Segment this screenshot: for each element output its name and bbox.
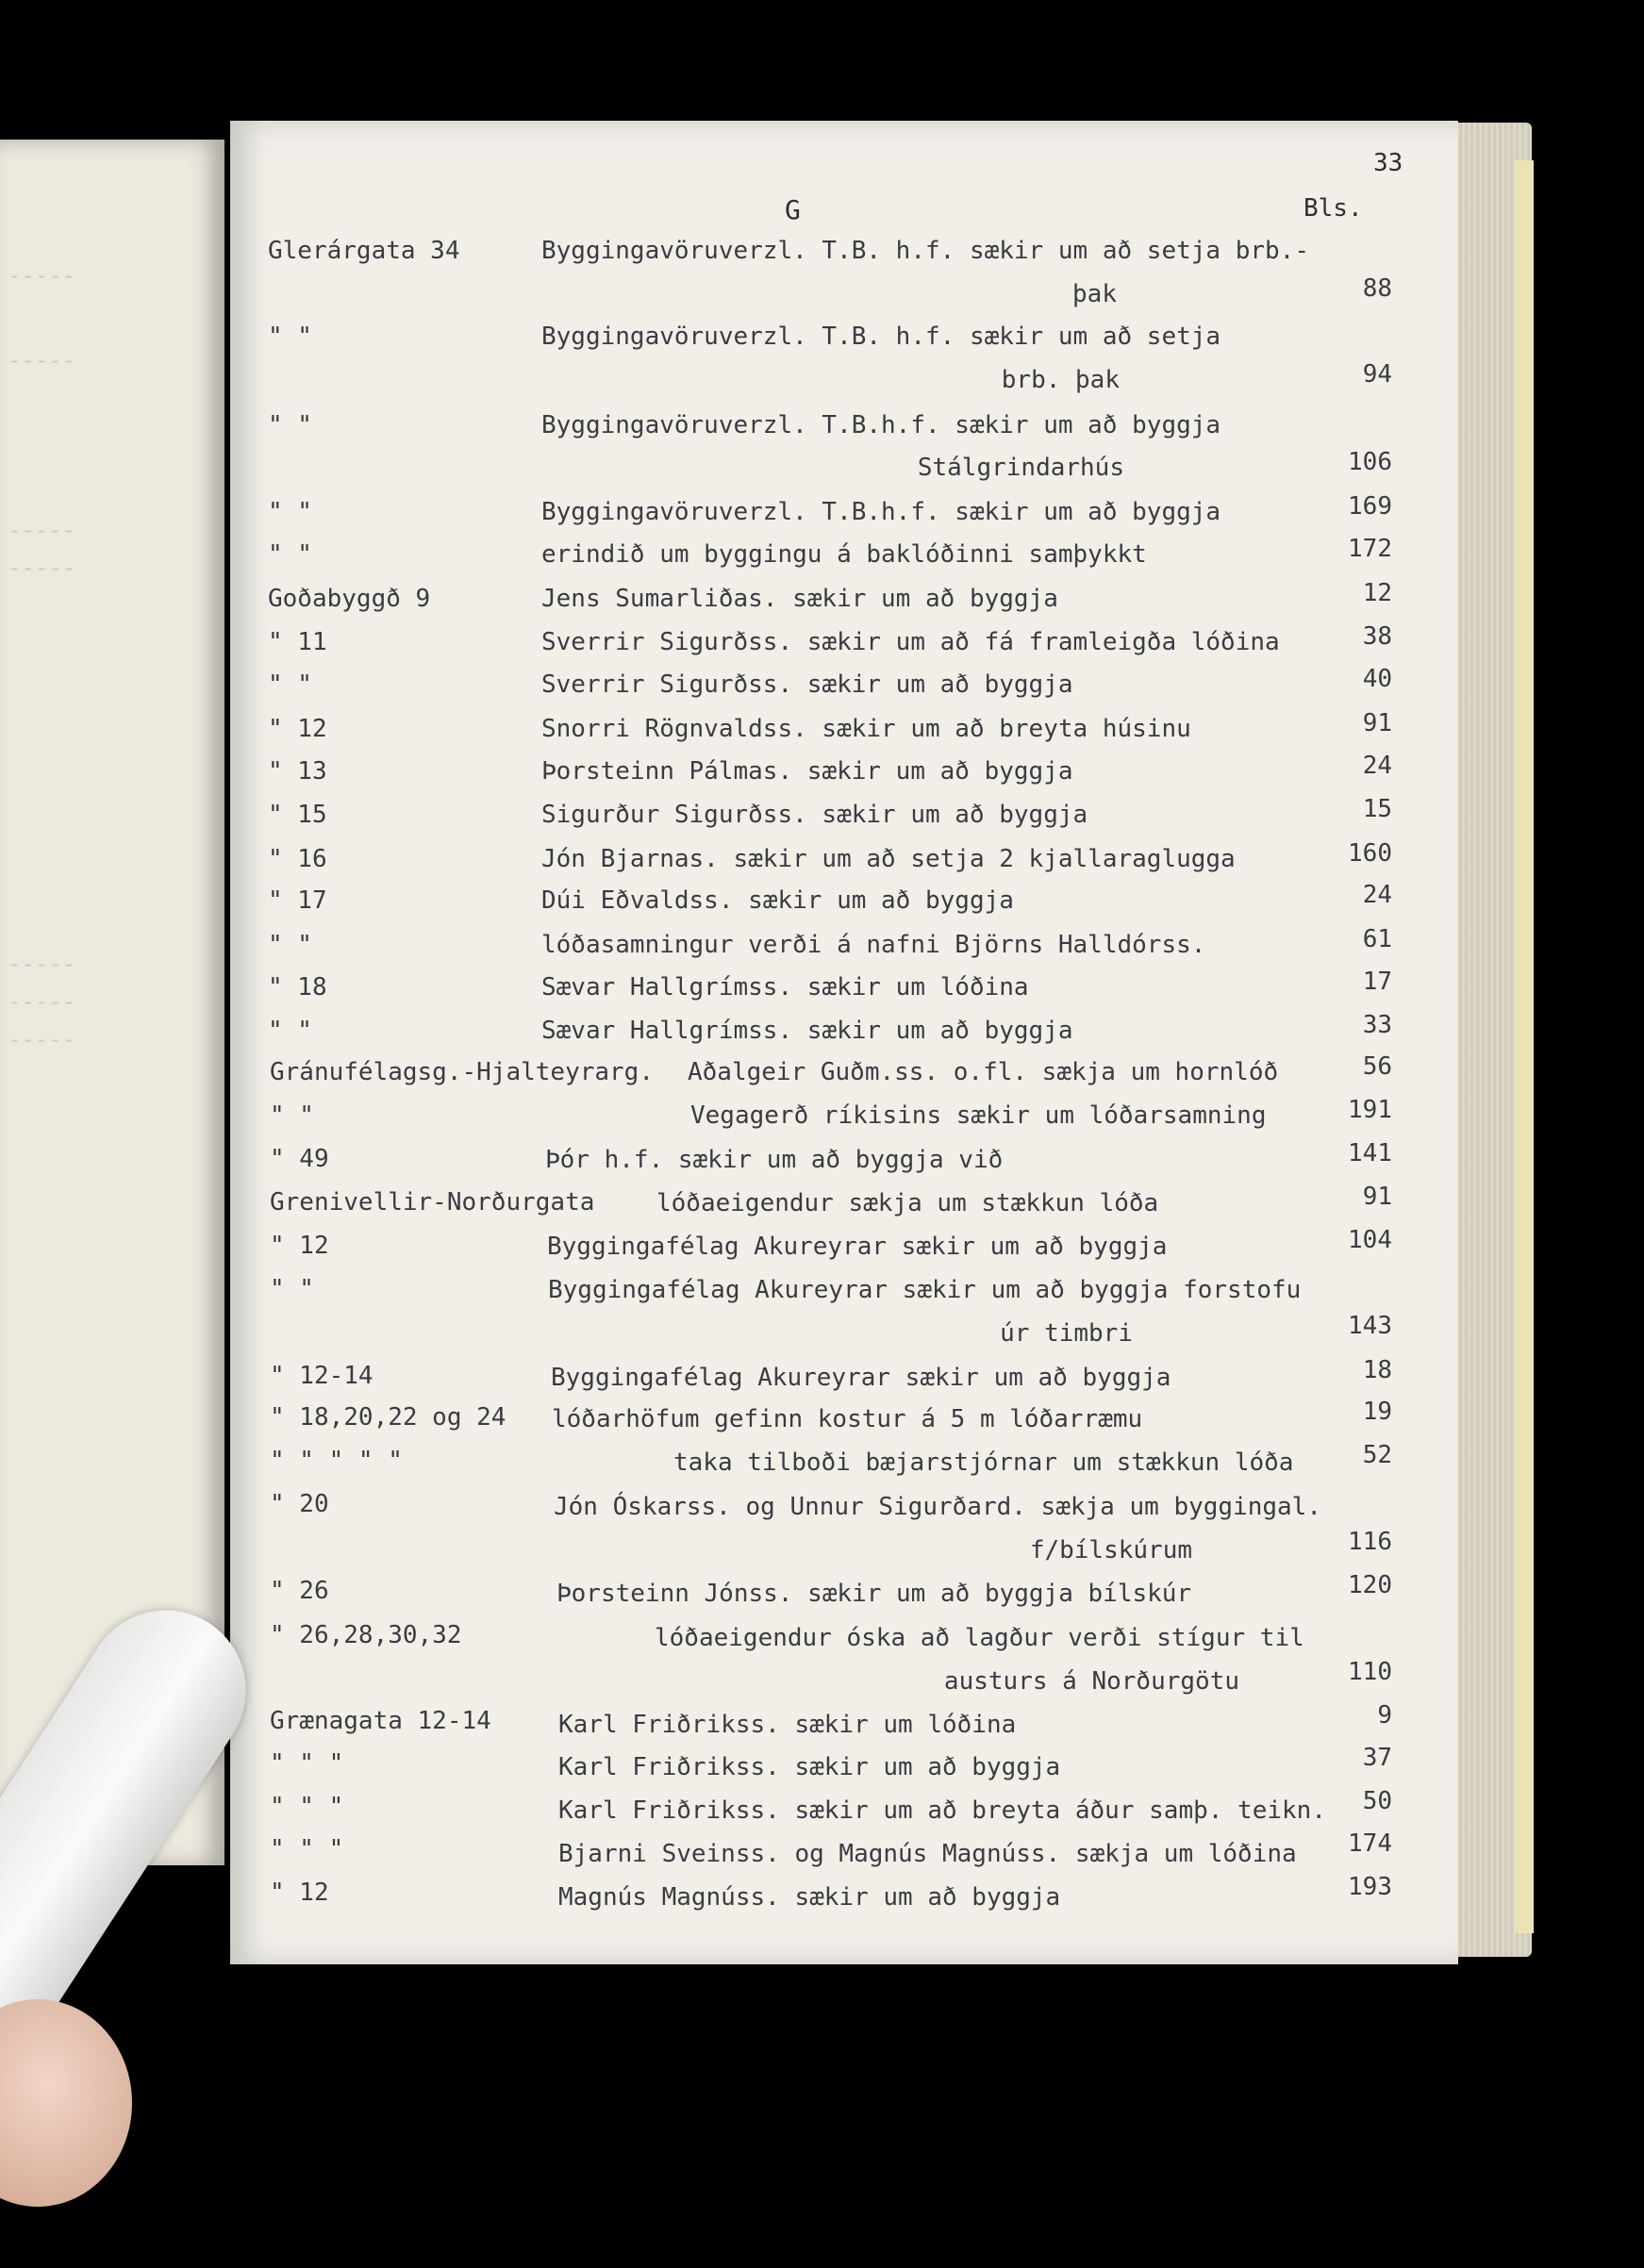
entry-description: Sævar Hallgrímss. sækir um að byggja (541, 1017, 1073, 1045)
entry-page-number: 18 (1362, 1356, 1392, 1384)
entry-location: Grenivellir-Norðurgata (270, 1188, 595, 1217)
entry-page-number: 106 (1348, 448, 1392, 476)
entry-location: " 11 (268, 628, 327, 656)
entry-location: " 16 (268, 845, 327, 873)
entry-page-number: 191 (1348, 1096, 1392, 1124)
entry-description: Byggingafélag Akureyrar sækir um að byggja forstofu (548, 1276, 1302, 1305)
entry-page-number: 24 (1362, 881, 1392, 909)
entry-page-number: 52 (1362, 1441, 1392, 1469)
entry-description: Jón Óskarss. og Unnur Sigurðard. sækja um byggingal. (554, 1492, 1321, 1521)
entry-description: lóðaeigendur óska að lagður verði stígur til (655, 1624, 1304, 1653)
entry-description-continued: Stálgrindarhús (917, 454, 1124, 482)
bleed-through-text: ----- (8, 555, 76, 581)
entry-description-continued: f/bílskúrum (1029, 1535, 1192, 1564)
entry-description: Karl Friðrikss. sækir um að breyta áður samþ. teikn. (558, 1796, 1326, 1826)
entry-description: Jón Bjarnas. sækir um að setja 2 kjallaraglugga (541, 845, 1236, 873)
column-header-pages: Bls. (1304, 194, 1363, 223)
entry-page-number: 91 (1362, 1183, 1392, 1211)
entry-description: Jens Sumarliðas. sækir um að byggja (541, 585, 1058, 613)
entry-description: erindið um byggingu á baklóðinni samþykkt (541, 540, 1147, 569)
entry-location: " 12 (270, 1879, 329, 1907)
entry-page-number: 160 (1348, 839, 1392, 868)
entry-page-number: 37 (1362, 1744, 1392, 1772)
entry-description: lóðarhöfum gefinn kostur á 5 m lóðarræmu (552, 1405, 1143, 1434)
entry-description: Þorsteinn Pálmas. sækir um að byggja (541, 757, 1073, 786)
entry-location: " " (268, 411, 312, 439)
entry-description: Bjarni Sveinss. og Magnús Magnúss. sækja um lóðina (558, 1839, 1297, 1868)
entry-description: Sævar Hallgrímss. sækir um lóðina (541, 973, 1029, 1002)
entry-page-number: 38 (1362, 622, 1392, 651)
entry-description: Byggingavöruverzl. T.B. h.f. sækir um að setja (541, 323, 1221, 351)
bleed-through-text: ----- (8, 951, 76, 977)
entry-page-number: 141 (1348, 1139, 1392, 1167)
entry-page-number: 15 (1362, 795, 1392, 823)
entry-location: " 12 (268, 715, 327, 743)
entry-page-number: 9 (1377, 1701, 1392, 1730)
entry-page-number: 40 (1362, 665, 1392, 693)
entry-page-number: 104 (1348, 1226, 1392, 1254)
bleed-through-text: ----- (8, 517, 76, 543)
bleed-through-text: ----- (8, 347, 76, 373)
entry-description: taka tilboði bæjarstjórnar um stækkun lóða (673, 1449, 1294, 1478)
entry-location: " 18 (268, 973, 327, 1002)
entry-page-number: 169 (1348, 492, 1392, 521)
entry-location: " " " (270, 1835, 344, 1863)
entry-description-continued: þak (1072, 280, 1117, 308)
entry-page-number: 33 (1362, 1011, 1392, 1039)
entry-page-number: 143 (1348, 1312, 1392, 1340)
entry-location: " 49 (270, 1145, 329, 1173)
entry-description: Sverrir Sigurðss. sækir um að fá framleigða lóðina (541, 628, 1280, 656)
entry-location: " " (268, 670, 312, 699)
entry-description: Byggingavöruverzl. T.B. h.f. sækir um að setja brb.- (541, 237, 1309, 265)
entry-location: " " (268, 498, 312, 526)
fingertip (0, 1999, 132, 2207)
entry-page-number: 12 (1362, 579, 1392, 607)
entry-location: " " (268, 931, 312, 959)
left-page (0, 140, 224, 1865)
entry-location: " 26,28,30,32 (270, 1621, 462, 1649)
entry-page-number: 91 (1362, 709, 1392, 737)
entry-page-number: 61 (1362, 925, 1392, 953)
entry-location: " " (270, 1275, 314, 1303)
entry-page-number: 110 (1348, 1658, 1392, 1686)
entry-location: " " (268, 1017, 312, 1045)
bleed-through-text: ----- (8, 1026, 76, 1052)
entry-description-continued: brb. þak (1001, 366, 1120, 394)
entry-description-continued: úr timbri (1000, 1318, 1133, 1348)
entry-description: Aðalgeir Guðm.ss. o.fl. sækja um hornlóð (688, 1058, 1279, 1087)
entry-page-number: 94 (1362, 360, 1392, 389)
entry-location: " " (268, 540, 312, 569)
entry-description: Sigurður Sigurðss. sækir um að byggja (541, 801, 1088, 829)
entry-description: Vegagerð ríkisins sækir um lóðarsamning (690, 1101, 1267, 1131)
entry-description: Magnús Magnúss. sækir um að byggja (558, 1882, 1061, 1912)
right-page (230, 121, 1458, 1964)
entry-page-number: 50 (1362, 1787, 1392, 1815)
entry-description-continued: austurs á Norðurgötu (943, 1666, 1239, 1696)
entry-location: Glerárgata 34 (268, 237, 460, 265)
entry-description: Þorsteinn Jónss. sækir um að byggja bílskúr (556, 1580, 1192, 1609)
entry-description: Sverrir Sigurðss. sækir um að byggja (541, 670, 1073, 699)
entry-location: " 20 (270, 1490, 329, 1518)
entry-location: " 26 (270, 1577, 329, 1605)
entry-description: Byggingafélag Akureyrar sækir um að byggja (547, 1233, 1168, 1262)
entry-description: Dúi Eðvaldss. sækir um að byggja (541, 886, 1014, 915)
bleed-through-text: ----- (8, 262, 76, 289)
entry-description: Byggingavöruverzl. T.B.h.f. sækir um að byggja (541, 498, 1221, 526)
entry-description: Snorri Rögnvaldss. sækir um að breyta húsinu (541, 715, 1191, 743)
entry-page-number: 116 (1348, 1528, 1392, 1556)
entry-location: " 17 (268, 886, 327, 915)
entry-description: Byggingafélag Akureyrar sækir um að byggja (551, 1364, 1171, 1392)
entry-location: Grænagata 12-14 (270, 1707, 491, 1735)
entry-description: Karl Friðrikss. sækir um að byggja (558, 1753, 1061, 1781)
entry-location: " " " (270, 1749, 344, 1778)
entry-page-number: 19 (1362, 1398, 1392, 1426)
entry-page-number: 172 (1348, 535, 1392, 563)
entry-description: lóðaeigendur sækja um stækkun lóða (656, 1189, 1159, 1217)
entry-page-number: 193 (1348, 1873, 1392, 1901)
entry-description: lóðasamningur verði á nafni Björns Halldórss. (541, 931, 1206, 959)
entry-location: " 12-14 (270, 1362, 374, 1390)
entry-description: Þór h.f. sækir um að byggja við (545, 1145, 1004, 1174)
bleed-through-text: ----- (8, 988, 76, 1015)
entry-location: " " " " " (270, 1447, 403, 1475)
section-letter: G (785, 194, 801, 225)
entry-page-number: 24 (1362, 752, 1392, 780)
entry-location: " 15 (268, 801, 327, 829)
entry-location: " " (268, 323, 312, 351)
entry-location: " 13 (268, 757, 327, 786)
entry-location: Goðabyggð 9 (268, 585, 431, 613)
page-number: 33 (1373, 149, 1403, 177)
entry-location: " " " (270, 1793, 344, 1821)
entry-description: Karl Friðrikss. sækir um lóðina (558, 1710, 1017, 1739)
entry-page-number: 17 (1362, 968, 1392, 996)
entry-description: Byggingavöruverzl. T.B.h.f. sækir um að byggja (541, 411, 1221, 439)
entry-page-number: 88 (1362, 274, 1392, 303)
entry-location: " 12 (270, 1232, 329, 1260)
back-cover-edge (1515, 160, 1534, 1933)
entry-page-number: 120 (1348, 1571, 1392, 1599)
entry-location: Gránufélagsg.-Hjalteyrarg. (270, 1058, 654, 1086)
entry-location: " " (270, 1101, 314, 1130)
entry-location: " 18,20,22 og 24 (270, 1403, 506, 1432)
entry-page-number: 56 (1362, 1052, 1392, 1081)
entry-page-number: 174 (1348, 1829, 1392, 1858)
